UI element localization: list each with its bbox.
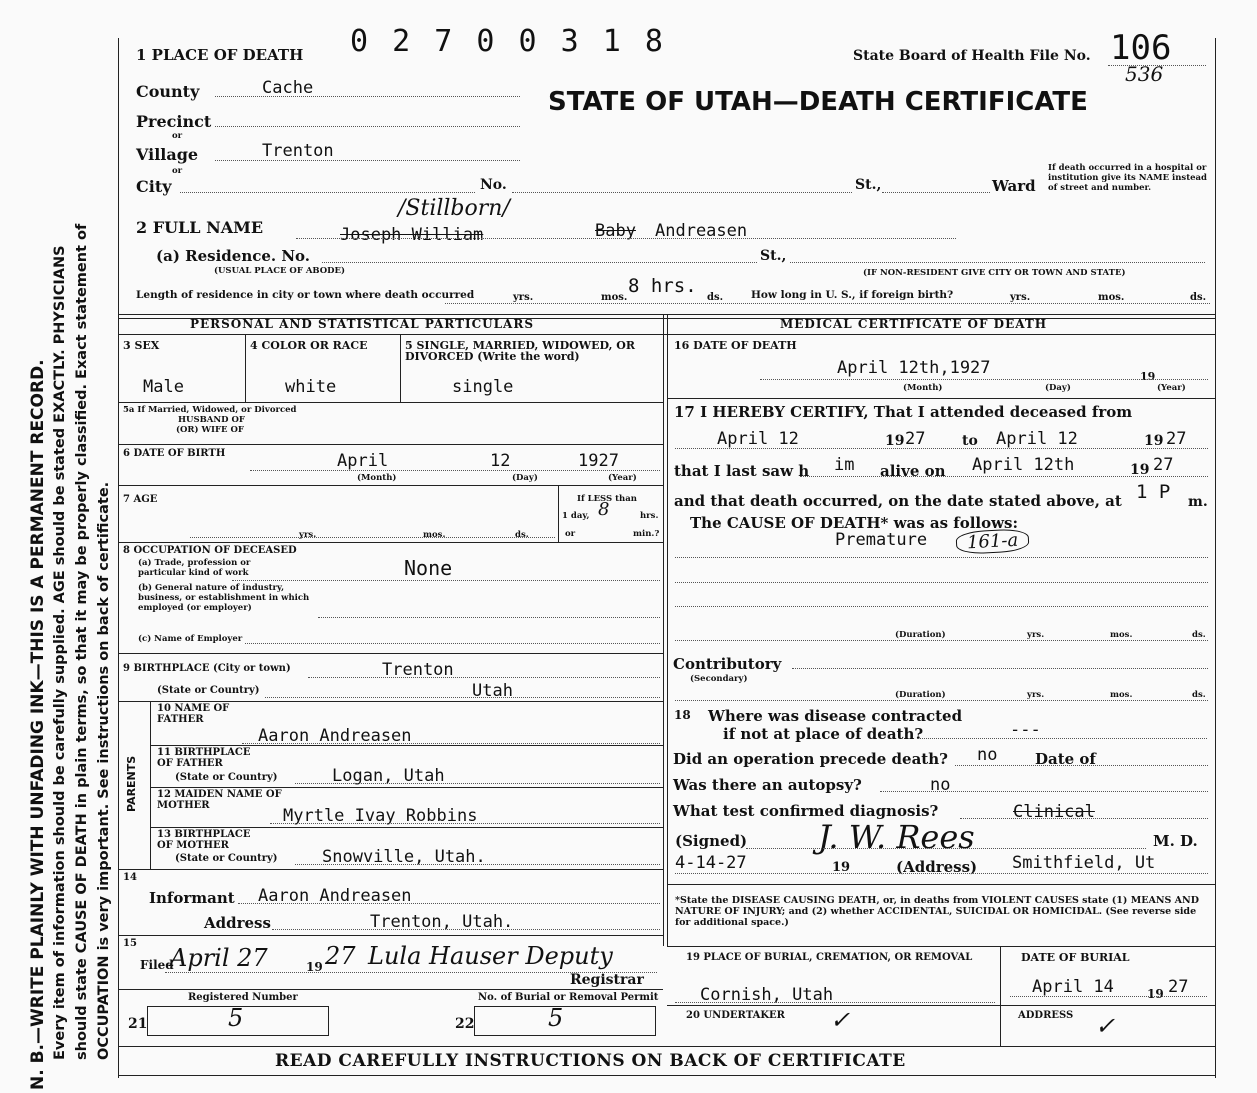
footer-instructions: READ CAREFULLY INSTRUCTIONS ON BACK OF CERTIFICATE [275,1051,906,1071]
duration-yrs: yrs. [1027,630,1045,640]
dod-year-cap: (Year) [1157,383,1186,393]
less-than-label: If LESS than [577,494,637,504]
contributory-line [792,668,1208,669]
burial-address-label: ADDRESS [1018,1010,1074,1021]
parents-divider [150,701,151,869]
residence-line [322,262,757,263]
burial-year: 27 [1168,977,1189,997]
sidebar-line-1: N. B.—WRITE PLAINLY WITH UNFADING INK—THIS IS A PERMANENT RECORD. [28,359,48,1090]
attended-from-year: 27 [905,429,926,449]
grid-bottom [118,1046,1215,1047]
informant-value: Aaron Andreasen [258,886,412,906]
attended-from-19: 19 [885,433,905,449]
birthplace-line [308,677,660,678]
cause-line-1 [675,557,1208,558]
test-label: What test confirmed diagnosis? [673,802,939,820]
mother-bp-line [295,864,660,865]
registrar-label: Registrar [570,972,644,988]
occupation-a: (a) Trade, profession or particular kind of work [138,558,251,578]
city-label: City [136,177,172,196]
birthplace-state: Utah [472,681,513,701]
burial-permit-value: 5 [548,1004,564,1032]
undertaker-mark: ✓ [830,1006,851,1034]
occupation-c: (c) Name of Employer [138,634,243,644]
burial-date-label: DATE OF BURIAL [1021,951,1130,964]
duration-line [675,640,1208,641]
father-bp-cap: (State or Country) [175,772,278,783]
autopsy-line [880,791,1208,792]
row-sex-bottom [118,402,663,403]
marital-label: 5 SINGLE, MARRIED, WIDOWED, OR DIVORCED (Write the word) [405,339,636,363]
cause-line-3 [675,606,1208,607]
county-value: Cache [262,78,314,98]
filed-year: 27 [325,942,356,970]
duration2-ds: ds. [1192,690,1206,700]
signed-19: 19 [832,860,851,875]
signed-date: 4-14-27 [675,853,747,873]
certificate-title: STATE OF UTAH—DEATH CERTIFICATE [548,87,1088,117]
address-label: (Address) [896,858,978,876]
stillborn-strike: /Stillborn/ [398,196,510,221]
contracted-value: --- [1010,720,1041,740]
row-signed-bottom [667,884,1215,885]
age-mos: mos. [423,530,446,540]
burial-permit-label: No. of Burial or Removal Permit [478,992,659,1003]
or-1: or [172,131,183,141]
row-father-bottom [150,745,663,746]
cause-footnote: *State the DISEASE CAUSING DEATH, or, in deaths from VIOLENT CAUSES state (1) MEANS AND NATURE OF INJURY; and (2) whether ACCIDENTAL, SUICIDAL OR HOMICIDAL. (See reverse side for additional space.) [675,895,1199,928]
dod-19: 19 [1140,370,1156,383]
operation-line [955,765,1208,766]
cause-code: 161-a [955,528,1029,555]
residence-st-label: St., [760,248,787,264]
occupation-b-line [318,617,660,618]
county-label: County [136,82,200,101]
length-yrs: yrs. [513,292,534,303]
occupation-value: None [404,556,453,580]
row-occupation-bottom [118,653,663,654]
struck-name: Baby [595,221,636,241]
age-label: 7 AGE [123,494,158,505]
signed-line [746,848,1146,849]
duration-label: (Duration) [895,630,946,640]
reg-number-value: 5 [228,1004,244,1032]
hrs-label: hrs. [640,511,659,521]
st-line [882,192,990,193]
filed-19: 19 [306,960,323,974]
spouse-label-2: HUSBAND OF [178,415,245,425]
md-label: M. D. [1153,832,1198,850]
ward-label: Ward [992,177,1036,195]
village-line [215,160,520,161]
duration2-label: (Duration) [895,690,946,700]
date-of-label: Date of [1035,750,1096,768]
cause-label: The CAUSE OF DEATH* was as follows: [690,514,1019,532]
mother-label: 12 MAIDEN NAME OF MOTHER [157,789,282,811]
mother-line [270,823,660,824]
residence-label: (a) Residence. No. [156,247,311,265]
alive-on-label: alive on [880,462,946,480]
nonresident-note: (IF NON-RESIDENT GIVE CITY OR TOWN AND STATE) [863,268,1126,278]
dod-value: April 12th,1927 [837,358,991,378]
operation-value: no [977,745,998,765]
mother-bp-label: 13 BIRTHPLACE OF MOTHER [157,829,251,851]
row-informant-bottom [118,935,663,936]
form-left-border [118,38,119,1078]
occupation-line [232,580,660,581]
color-marital-divider [400,334,401,402]
informant-line [238,903,660,904]
burial-permit-box [474,1006,656,1036]
length-value: 8 hrs. [628,275,697,297]
county-line [215,96,520,97]
attended-to: April 12 [996,429,1078,449]
contributory-label: Contributory [673,655,782,673]
row-mother-bottom [150,827,663,828]
personal-section-title: PERSONAL AND STATISTICAL PARTICULARS [190,317,535,331]
reg-number-label: Registered Number [188,992,298,1003]
full-name-label: 2 FULL NAME [136,218,264,237]
city-no-label: No. [480,177,507,193]
birthplace-label: 9 BIRTHPLACE (City or town) [123,663,291,674]
burial-place: Cornish, Utah [700,985,834,1005]
father-bp-label: 11 BIRTHPLACE OF FATHER [157,747,251,769]
informant-address: Trenton, Utah. [370,912,514,932]
burial-address-mark: ✓ [1095,1012,1116,1040]
one-day-label: 1 day, [562,511,590,521]
dod-line [760,379,1208,380]
physician-signature: J. W. Rees [818,818,975,856]
grid-bottom-2 [118,1075,1215,1076]
father-value: Aaron Andreasen [258,726,412,746]
duration2-line [675,700,1208,701]
file-no-note: 536 [1125,62,1164,86]
burial-date-line [1010,996,1207,997]
precinct-label: Precinct [136,112,212,131]
age-divider [558,485,559,542]
reg-21: 21 [128,1016,148,1032]
test-line [960,818,1208,819]
alive-19: 19 [1130,462,1150,478]
file-no-label: State Board of Health File No. [853,48,1091,64]
row-dod-bottom [667,398,1215,399]
undertaker-label: 20 UNDERTAKER [686,1010,785,1021]
spouse-label-1: 5a If Married, Widowed, or Divorced [123,405,297,415]
dob-label: 6 DATE OF BIRTH [123,448,226,459]
dob-line [250,470,660,471]
last-saw-label: that I last saw h [674,462,810,480]
dob-month-cap: (Month) [357,473,397,483]
burial-place-label: 19 PLACE OF BURIAL, CREMATION, OR REMOVAL [686,952,973,963]
form-right-border [1215,38,1216,1078]
secondary-label: (Secondary) [690,674,748,684]
precinct-line [215,126,520,127]
grid-center-divider [663,314,664,946]
father-line [242,743,660,744]
birthplace-state-line [265,697,660,698]
dod-month-cap: (Month) [903,383,943,393]
informant-address-line [272,929,660,930]
age-ds: ds. [515,530,529,540]
medical-section-title: MEDICAL CERTIFICATE OF DEATH [780,317,1048,331]
alive-date: April 12th [972,455,1075,475]
death-time: 1 P [1136,481,1171,503]
mother-value: Myrtle Ivay Robbins [283,806,478,826]
contracted-label: Where was disease contracted [708,707,963,725]
sidebar-line-3: should state CAUSE OF DEATH in plain terms, so that it may be properly classified. Exact statement of [74,223,90,1060]
contracted-line [917,738,1207,739]
no-line [512,192,852,193]
dob-year-cap: (Year) [608,473,637,483]
duration-ds: ds. [1192,630,1206,640]
sidebar-line-2: Every item of information should be carefully supplied. AGE should be stated EXACTLY. PHYSICIANS [52,245,68,1060]
item-15: 15 [123,938,137,949]
filed-label: Filed [140,958,174,972]
or-min-label: or [565,529,576,539]
us-label: How long in U. S., if foreign birth? [751,289,954,301]
row-footnote-bottom [667,946,1215,947]
row-filed-bottom [118,989,663,990]
age-yrs: yrs. [299,530,317,540]
alive-year: 27 [1153,455,1174,475]
burial-divider [1000,946,1001,1046]
us-ds: ds. [1190,292,1207,303]
grid-center-divider-2 [667,314,668,946]
death-time-m: m. [1188,494,1208,510]
informant-label: Informant [149,889,235,907]
village-label: Village [136,145,199,164]
filed-value: April 27 [170,944,268,972]
file-no: 106 [1110,28,1172,68]
duration-mos: mos. [1110,630,1133,640]
grid-section-header [118,334,1215,335]
us-yrs: yrs. [1010,292,1031,303]
registrar-signature: Lula Hauser Deputy [368,942,613,970]
length-mos: mos. [601,292,628,303]
item-14: 14 [123,872,137,883]
attended-to-year: 27 [1166,429,1187,449]
attended-line [675,448,1208,449]
burial-date: April 14 [1032,977,1114,997]
father-label: 10 NAME OF FATHER [157,703,230,725]
mother-birthplace: Snowville, Utah. [322,847,486,867]
sex-label: 3 SEX [123,339,160,352]
stamp-number: 0 2 7 0 0 3 1 8 [350,24,666,59]
row-age-bottom [118,542,663,543]
row-father-bp-bottom [150,787,663,788]
occupation-label: 8 OCCUPATION OF DECEASED [123,545,297,556]
full-name-line [296,238,956,239]
sidebar-instructions [0,0,110,1093]
burial-place-line [675,1002,995,1003]
sidebar-line-4: OCCUPATION is very important. See instructions on back of certificate. [96,481,112,1060]
autopsy-value: no [930,775,951,795]
occupation-c-line [245,643,660,644]
spouse-label-3: (OR) WIFE OF [176,425,244,435]
autopsy-label: Was there an autopsy? [673,776,862,794]
dob-day-cap: (Day) [512,473,538,483]
occupation-b: (b) General nature of industry, business, or establishment in which employed (or employer) [138,583,310,613]
last-saw-him: im [834,455,855,475]
dod-day-cap: (Day) [1045,383,1071,393]
full-name-value: Joseph William [340,225,484,245]
row-birthplace-bottom [118,701,663,702]
village-value: Trenton [262,141,334,161]
death-occurred-label: and that death occurred, on the date stated above, at [674,492,1122,510]
informant-address-label: Address [204,914,271,932]
reg-22: 22 [455,1016,475,1032]
dob-year: 1927 [578,451,619,471]
place-of-death-label: 1 PLACE OF DEATH [136,46,304,64]
city-st-label: St., [855,177,882,193]
item-18: 18 [674,708,691,722]
father-bp-line [295,783,660,784]
duration2-mos: mos. [1110,690,1133,700]
age-line [190,537,555,538]
row-mother-bp-bottom [118,869,663,870]
address-line [675,873,1208,874]
row-burial-bottom [667,1005,1215,1006]
hospital-note: If death occurred in a hospital or institution give its NAME instead of street and number. [1048,163,1207,193]
length-line [445,303,1210,304]
us-mos: mos. [1098,292,1125,303]
color-label: 4 COLOR OR RACE [250,339,368,352]
row-spouse-bottom [118,444,663,445]
surname-value: Andreasen [655,221,748,241]
dod-label: 16 DATE OF DEATH [674,339,797,352]
last-saw-line [800,476,1208,477]
age-hrs-value: 8 [598,499,610,520]
duration2-yrs: yrs. [1027,690,1045,700]
row-dob-bottom [118,485,663,486]
dob-month: April [337,451,389,471]
contracted-label-2: if not at place of death? [723,725,924,743]
mother-bp-cap: (State or Country) [175,853,278,864]
test-value: Clinical [1013,802,1095,822]
attended-from: April 12 [717,429,799,449]
length-ds: ds. [707,292,724,303]
parents-side-label: PARENTS [125,755,138,812]
signed-label: (Signed) [675,832,748,850]
attended-to-19: 19 [1144,433,1164,449]
cause-value: Premature [835,530,928,550]
birthplace-city: Trenton [382,660,454,680]
city-line [180,192,475,193]
length-label: Length of residence in city or town where death occurred [136,289,475,301]
color-value: white [285,377,337,397]
father-birthplace: Logan, Utah [332,766,445,786]
usual-place-note: (USUAL PLACE OF ABODE) [214,266,346,276]
birthplace-state-label: (State or Country) [157,685,260,696]
residence-st-line [790,262,1205,263]
sex-color-divider [245,334,246,402]
or-2: or [172,166,183,176]
certify-label: 17 I HEREBY CERTIFY, That I attended deceased from [674,403,1133,421]
dob-day: 12 [490,451,511,471]
cause-line-2 [675,582,1208,583]
physician-address: Smithfield, Ut [1012,853,1156,873]
operation-label: Did an operation precede death? [673,750,948,768]
sex-value: Male [143,377,184,397]
marital-value: single [452,377,514,397]
burial-19: 19 [1147,987,1164,1001]
attended-to-label: to [962,433,978,449]
min-label: min.? [633,529,660,539]
